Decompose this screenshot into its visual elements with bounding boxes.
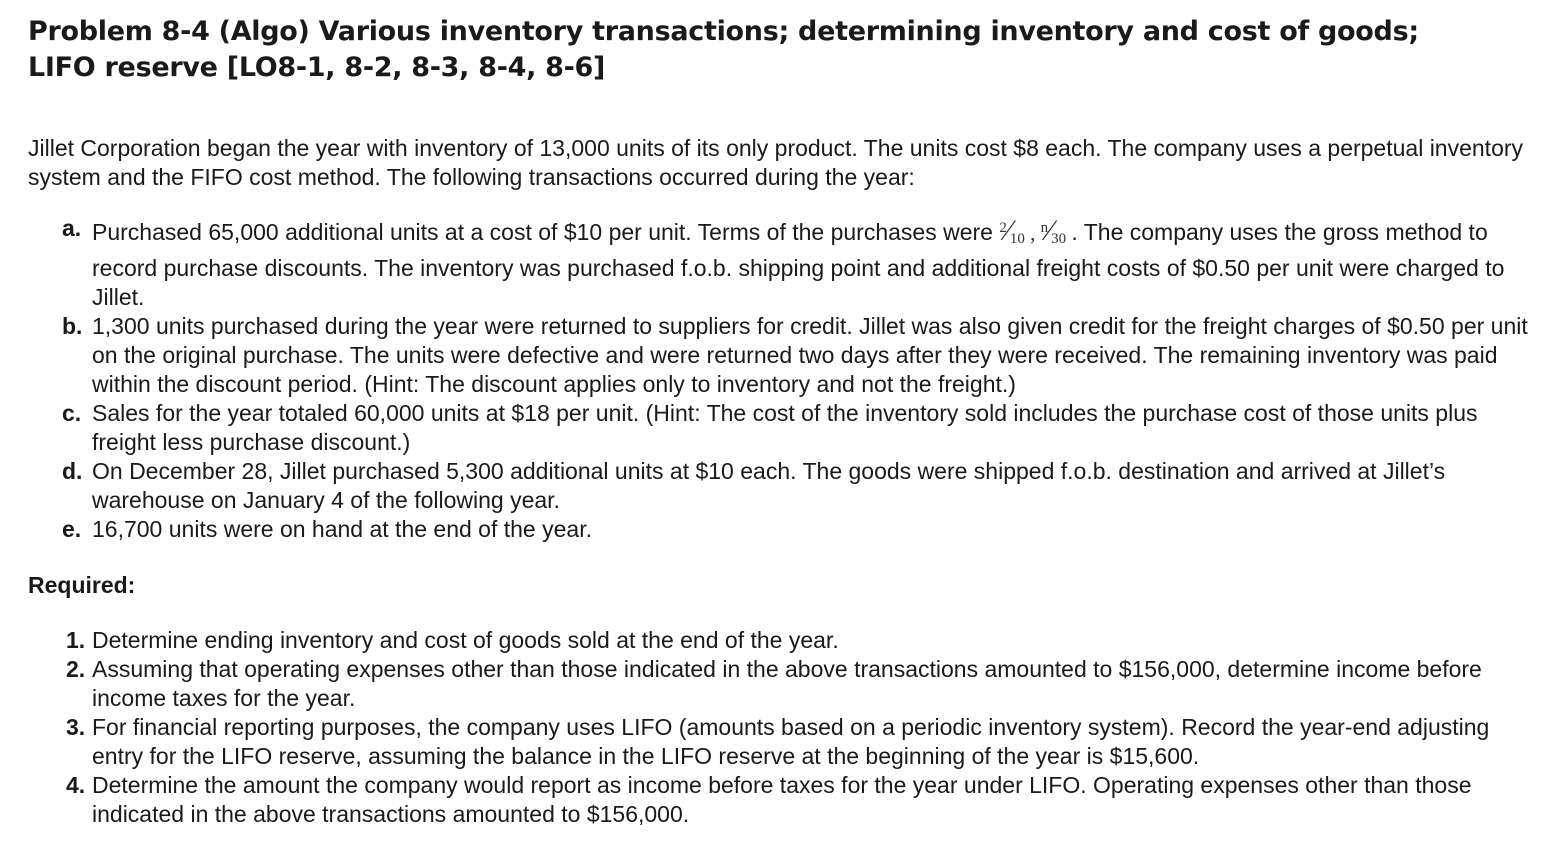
list-item bbox=[28, 713, 1528, 771]
list-item bbox=[28, 457, 1528, 515]
list-marker: 3. bbox=[66, 714, 86, 740]
list-item bbox=[28, 515, 1528, 544]
list-marker: 1. bbox=[66, 627, 86, 653]
term1-numerator: 2 bbox=[999, 220, 1007, 236]
transactions-list bbox=[28, 214, 1528, 544]
problem-content bbox=[28, 14, 1528, 829]
list-marker: d. bbox=[62, 458, 83, 484]
list-marker: e. bbox=[62, 516, 82, 542]
list-marker: 4. bbox=[66, 772, 86, 798]
transaction-text: Sales for the year totaled 60,000 units at $18 per unit. (Hint: The cost of the inventory sold includes the purchase cost of those units plus freight less purchase discount.) bbox=[92, 400, 1478, 455]
required-heading: Required: bbox=[28, 572, 136, 598]
transaction-text: 16,700 units were on hand at the end of the year. bbox=[92, 516, 592, 542]
term1-denominator: 10 bbox=[1009, 231, 1025, 247]
list-item bbox=[28, 771, 1528, 829]
list-marker: c. bbox=[62, 400, 82, 426]
list-marker: a. bbox=[62, 215, 82, 241]
list-item bbox=[28, 214, 1528, 312]
list-item bbox=[28, 399, 1528, 457]
transaction-text: On December 28, Jillet purchased 5,300 additional units at $10 each. The goods were shipped f.o.b. destination and arrived at Jillet’s warehouse on January 4 of the following year. bbox=[92, 458, 1446, 513]
transaction-text: 1,300 units purchased during the year were returned to suppliers for credit. Jillet was also given credit for the freight charges of $0.50 per unit on the original purchase. The units were defective and were returned two days after they were received. The remaining inventory was paid within the discount period. (Hint: The discount applies only to inventory and not the freight.) bbox=[92, 313, 1528, 397]
problem-title: Problem 8-4 (Algo) Various inventory transactions; determining inventory and cost of goods; LIFO reserve [LO8-1, 8-2, 8-3, 8-4, 8-6] bbox=[28, 16, 1419, 83]
term2-denominator: 30 bbox=[1051, 231, 1067, 247]
requirement-text: Assuming that operating expenses other than those indicated in the above transactions amounted to $156,000, determine income before income taxes for the year. bbox=[92, 656, 1482, 711]
list-item bbox=[28, 626, 1528, 655]
term2-numerator: n bbox=[1040, 220, 1049, 236]
transaction-text: Purchased 65,000 additional units at a cost of $10 per unit. Terms of the purchases were bbox=[92, 219, 993, 245]
list-marker: b. bbox=[62, 313, 83, 339]
fraction-slash: ⁄ bbox=[1047, 214, 1053, 247]
terms-separator: , bbox=[1030, 221, 1036, 245]
transaction-text: . The company uses the gross method to record purchase discounts. The inventory was purchased f.o.b. shipping point and additional freight costs of $0.50 per unit were charged to Jillet. bbox=[92, 219, 1505, 310]
fraction-slash: ⁄ bbox=[1005, 214, 1011, 247]
requirement-text: Determine the amount the company would report as income before taxes for the year under LIFO. Operating expenses other than those indicated in the above transactions amounted to $156,000. bbox=[92, 772, 1472, 827]
requirement-text: For financial reporting purposes, the company uses LIFO (amounts based on a periodic inventory system). Record the year-end adjusting entry for the LIFO reserve, assuming the balance in the LIFO reserve at the beginning of the year is $15,600. bbox=[92, 714, 1490, 769]
purchase-terms bbox=[999, 214, 1071, 247]
requirements-list bbox=[28, 626, 1528, 829]
requirement-text: Determine ending inventory and cost of goods sold at the end of the year. bbox=[92, 627, 839, 653]
list-marker: 2. bbox=[66, 656, 86, 682]
list-item bbox=[28, 655, 1528, 713]
problem-intro: Jillet Corporation began the year with inventory of 13,000 units of its only product. The units cost $8 each. The company uses a perpetual inventory system and the FIFO cost method. The following transactions occurred during the year: bbox=[28, 135, 1524, 190]
list-item bbox=[28, 312, 1528, 399]
